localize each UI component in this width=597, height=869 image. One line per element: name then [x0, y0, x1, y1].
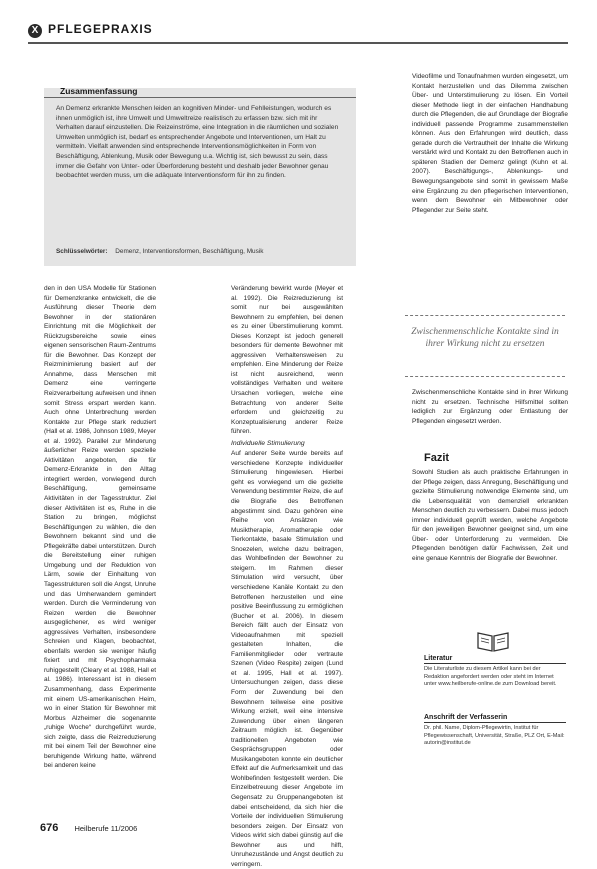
- summary-rule: [44, 97, 356, 98]
- journal-logo-icon: X: [28, 24, 42, 38]
- column-2-subheading: Individuelle Stimulierung: [231, 439, 305, 447]
- summary-text: An Demenz erkrankte Menschen leiden an kognitiven Minder- und Fehlleistungen, wodurch es ihnen unmöglich ist, ihre Umwelt und Umweltreize realistisch zu erfassen bzw. sich mit ihr Verhalten darauf einzustellen. Die Reizeinströme, eine Integration in die räumlichen und sozialen Umwelten unmöglich ist, bedarf es entsprechender Angebote und Interventionen, um Halt zu vermitteln. Vielfalt anwenden sind entsprechende Interventionsmöglichkeiten in Form von Beschäftigung, Ablenkung, Musik oder Bewegung u.a. Wichtig ist, sich bewusst zu sein, dass immer die Gefahr von Unter- oder Überforderung besteht und deshalb jeder Bewohner genau beobachtet werden muss, um die adäquate Interventionsform für ihn zu finden.: [56, 105, 339, 180]
- column-2-text-1: Veränderung bewirkt wurde (Meyer et al. 1992). Die Reizreduzierung ist somit nur bei ausgewählten Bewohnern zu empfehlen, bei denen es zu einer Überstimulierung kommt. Dieses Konzept ist jedoch generell besonders für demente Bewohner mit aggressiven Verhaltensweisen zu empfehlen. Eine Minderung der Reize ist nicht ausreichend, wenn vollständiges Verhalten und weitere Ursachen vorliegen, welche eine Betrachtung von anderer Seite erfordern und gleichzeitig zu Konzeptualisierung anderer Reize führen.: [231, 285, 343, 436]
- header-rule: [28, 42, 568, 44]
- section-title: PFLEGEPRAXIS: [48, 22, 153, 36]
- column-2-text-2: Auf anderer Seite wurde bereits auf verschiedene Konzepte individueller Stimulierung hingewiesen. Hierbei geht es vorwiegend um die gezielte Verwendung bestimmter Reize, die auf die Biografie des Betroffenen abgestimmt sind. Dazu gehören eine Reihe von Ansätzen wie Musiktherapie, Aromatherapie oder Tierkontakte, basale Stimulation und Snoezelen, welche dazu beitragen, das Wohlbefinden der Bewohner zu steigern. Im Rahmen dieser Stimulation wird versucht, über verschiedene Kanäle Kontakt zu den Betroffenen herzustellen und eine positive Beeinflussung zu ermöglichen (Bucher et al. 2006). In diesem Bereich fällt auch der Einsatz von Videoaufnahmen mit speziell gestalteten Inhalten, die Familienmitglieder oder vertraute Szenen (Video Respite) zeigen (Lund et al. 1995, Hall et al. 1997). Untersuchungen zeigen, dass diese Form der Zuwendung bei den Bewohnern teilweise eine positive Wirkung erzielt, weil eine intensive Zuwendung über einen längeren Zeitraum möglich ist. Gegenüber traditionellen Angeboten wie Gesprächsgruppen oder Musikangeboten konnte ein deutlicher Effekt auf die Aufmerksamkeit und das Wohlbefinden festgestellt werden. Die Einzelbetreuung dieser Angebote im Gegensatz zu Gruppenangeboten ist dabei entscheidend, da sich hier die Vorteile der individuellen Stimulierung besonders zeigen. Der Einsatz von Videos wirkt sich dabei günstig auf die Bewohner aus und hilft, Unruhezustände und Angst deutlich zu verringern.: [231, 450, 343, 868]
- pull-quote-text: Zwischenmenschliche Kontakte sind in ihrer Wirkung nicht zu ersetzen: [411, 327, 559, 349]
- column-3-text-2: Zwischenmenschliche Kontakte sind in ihrer Wirkung nicht zu ersetzen. Technische Hilfsmittel sollten lediglich zur Ergänzung oder Entlastung der Pflegenden eingesetzt werden.: [412, 389, 568, 425]
- keywords-line: [56, 248, 346, 255]
- fazit-text: Sowohl Studien als auch praktische Erfahrungen in der Pflege zeigen, dass Anregung, Beschäftigung und gezielte Stimulierung notwendige Elemente sind, um die Lebensqualität von demenziell erkrankten Menschen deutlich zu verbessern. Dabei muss jedoch immer individuell geprüft werden, welche Angebote für den jeweiligen Bewohner geeignet sind, um eine Über- oder Unterforderung zu vermeiden. Die Pflegenden benötigen dafür Fachwissen, Zeit und eine genaue Kenntnis der Biografie der Bewohner.: [412, 469, 568, 562]
- literature-box: [424, 655, 566, 689]
- keywords-text: Demenz, Interventionsformen, Beschäftigung, Musik: [115, 248, 264, 255]
- column-2: [231, 284, 343, 868]
- column-3-text-1: Videofilme und Tonaufnahmen wurden eingesetzt, um Kontakt herzustellen und das Dilemma zwischen Über- und Unterstimulierung zu lösen. Ein Vorteil dieser Methode liegt in der einfachen Handhabung durch die Pflegenden, die auf Grundlage der Biografie individuell passende Programme zusammenstellen können. Aus den Erfahrungen wird deutlich, dass gerade durch die Vertrautheit der Inhalte die Wirkung verstärkt wird und Kontakt zu den Betroffenen auch in späteren Stadien der Demenz gelingt (Kuhn et al. 2007). Beschäftigungs-, Ablenkungs- und Bewegungsangebote sind somit in gewissem Maße eine Ergänzung zu den pflegerischen Interventionen, wenn dem Bewohner ein Mitbewohner oder Pflegender zur Seite steht.: [412, 73, 568, 214]
- author-text: Dr. phil. Name, Diplom-Pflegewirtin, Institut für Pflegewissenschaft, Universität, Straße, PLZ Ort, E-Mail: autorin@institut.de: [424, 725, 565, 747]
- page-number: 676: [40, 822, 59, 834]
- keywords-label: Schlüsselwörter:: [56, 248, 108, 255]
- column-3-mid: [412, 388, 568, 444]
- fazit-section: [412, 468, 568, 622]
- column-1: [44, 284, 156, 812]
- literature-title: Literatur: [424, 655, 566, 664]
- summary-title: Zusammenfassung: [60, 86, 138, 96]
- author-box: [424, 714, 566, 748]
- literature-text: Die Literaturliste zu diesem Artikel kann bei der Redaktion angefordert werden oder steht im Internet unter www.heilberufe-online.de zum Download bereit.: [424, 666, 557, 688]
- journal-citation: Heilberufe 11/2006: [74, 824, 138, 833]
- fazit-heading: Fazit: [424, 452, 450, 464]
- column-3-top: [412, 72, 568, 302]
- summary-box: [44, 88, 356, 266]
- open-book-icon: [476, 629, 510, 653]
- journal-header: [28, 20, 568, 46]
- author-title: Anschrift der Verfasserin: [424, 714, 566, 723]
- pull-quote: [405, 315, 565, 377]
- column-1-text: den in den USA Modelle für Stationen für Demenzkranke entwickelt, die die Ausführung dieser Theorie dem Bewohner in der stationären Einrichtung mit die Möglichkeit der Rückzugsbereiche sowie eines eigenen sensorischen Raum-Zentrums für die Bewohner. Das Konzept der Reizminimierung basiert auf der Annahme, dass Menschen mit Demenz eine verringerte Reizverarbeitung aufweisen und ihnen somit Stress erspart werden kann. Auch ohne Unterbrechung werden Kontakte zur Pflege stark reduziert (Hall et al. 1986, Johnson 1989, Meyer et al. 1992). Parallel zur Minderung äußerlicher Reize werden spezielle Aktivitäten angeboten, die für Demenz-Erkrankte in den Alltag integriert werden, vorwiegend durch Beschäftigung, gemeinsame Aktivitäten in der Tagesstruktur. Ziel dieser Aktivitäten ist es, Ruhe in die Station zu bringen, möglichst Beschäftigungen zu wählen, die den Bewohnern bekannt sind und die Pflegekräfte dabei unterstützen. Durch die Bereitstellung einer ruhigen Umgebung und der Reduktion von Lärm, sowie der Einhaltung von Tagesstrukturen soll die Angst, Unruhe und das Umherwandern gemindert werden. Durch die Verminderung von Reizen werden die Bewohner ausgeglichener, es wird weniger aggressives Verhalten, insbesondere Schreien und Klagen, beobachtet, ebenfalls werden sie weniger häufig fixiert und mit Psychopharmaka ruhiggestellt (Cleary et al. 1988, Hall et al. 1986). Interessant ist in diesem Zusammenhang, dass Experimente mit einem US-amerikanischen Heim, wo in einer Station für Bewohner mit Morbus Alzheimer die sogenannte „ruhige Woche“ durchgeführt wurde, sich zeigte, dass die Reizreduzierung mit bei einem Teil der Bewohner eine beruhigende Wirkung hatte, während bei anderen keine: [44, 285, 157, 770]
- page-footer: [40, 822, 137, 834]
